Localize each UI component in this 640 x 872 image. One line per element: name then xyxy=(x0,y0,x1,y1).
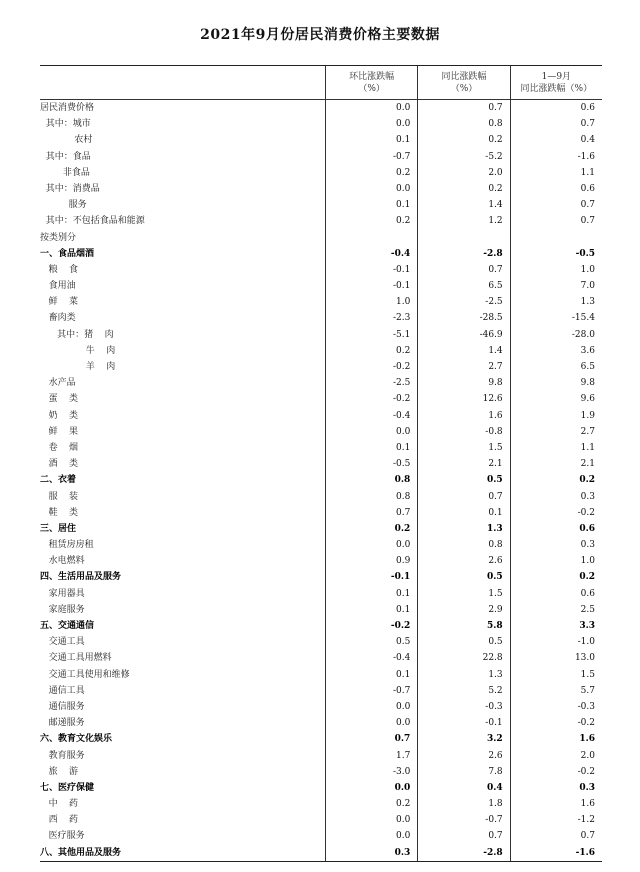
mom-value: -0.1 xyxy=(325,278,417,294)
ytd-value: 0.6 xyxy=(510,100,602,116)
category-row xyxy=(40,472,602,488)
table-row xyxy=(40,683,602,699)
mom-value: 0.7 xyxy=(325,731,417,747)
row-label: 奶 类 xyxy=(40,410,79,421)
cpi-data-table xyxy=(40,65,602,862)
yoy-value: 1.3 xyxy=(417,521,509,537)
row-label: 教育服务 xyxy=(40,750,85,761)
yoy-value: -5.2 xyxy=(417,149,509,165)
mom-value: 0.3 xyxy=(325,845,417,861)
yoy-value: 9.8 xyxy=(417,375,509,391)
row-label: 三、居住 xyxy=(40,523,77,534)
mom-value: -0.1 xyxy=(325,569,417,585)
header-mom-unit: （%） xyxy=(358,83,385,94)
yoy-value: 0.5 xyxy=(417,634,509,650)
row-label: 交通工具用燃料 xyxy=(40,653,112,664)
table-row xyxy=(40,424,602,440)
yoy-value: 22.8 xyxy=(417,650,509,666)
yoy-value: 0.7 xyxy=(417,100,509,116)
row-label: 卷 烟 xyxy=(40,442,79,453)
ytd-value: 3.6 xyxy=(510,343,602,359)
ytd-value: 7.0 xyxy=(510,278,602,294)
mom-value: 0.0 xyxy=(325,537,417,553)
mom-value: 0.0 xyxy=(325,715,417,731)
mom-value: 0.2 xyxy=(325,521,417,537)
mom-value: 0.0 xyxy=(325,100,417,116)
ytd-value: 1.6 xyxy=(510,796,602,812)
mom-value: -0.1 xyxy=(325,262,417,278)
table-row xyxy=(40,310,602,326)
mom-value: 0.0 xyxy=(325,780,417,796)
table-row xyxy=(40,181,602,197)
table-row xyxy=(40,278,602,294)
mom-value: 0.2 xyxy=(325,343,417,359)
row-label: 鲜 果 xyxy=(40,426,79,437)
table-row xyxy=(40,132,602,148)
ytd-value: 1.0 xyxy=(510,262,602,278)
yoy-value: -0.1 xyxy=(417,715,509,731)
mom-value: -5.1 xyxy=(325,327,417,343)
table-row xyxy=(40,100,602,116)
yoy-value: 1.2 xyxy=(417,213,509,229)
row-label: 七、医疗保健 xyxy=(40,782,95,793)
row-label: 其中：食品 xyxy=(40,151,91,162)
table-row xyxy=(40,294,602,310)
table-row xyxy=(40,764,602,780)
yoy-value: 0.7 xyxy=(417,489,509,505)
table-row xyxy=(40,375,602,391)
table-row xyxy=(40,440,602,456)
category-row xyxy=(40,845,602,861)
ytd-value: 3.3 xyxy=(510,618,602,634)
ytd-value: 0.3 xyxy=(510,489,602,505)
table-row xyxy=(40,650,602,666)
table-row xyxy=(40,116,602,132)
yoy-value: 7.8 xyxy=(417,764,509,780)
row-label: 农村 xyxy=(40,135,93,146)
ytd-value: -0.2 xyxy=(510,764,602,780)
table-row xyxy=(40,553,602,569)
yoy-value: 2.7 xyxy=(417,359,509,375)
yoy-value: 1.3 xyxy=(417,667,509,683)
yoy-value: -0.3 xyxy=(417,699,509,715)
mom-value: 0.2 xyxy=(325,796,417,812)
mom-value: 0.0 xyxy=(325,181,417,197)
ytd-value: 0.3 xyxy=(510,780,602,796)
ytd-value: 1.9 xyxy=(510,408,602,424)
ytd-value: 0.6 xyxy=(510,521,602,537)
ytd-value: 1.3 xyxy=(510,294,602,310)
yoy-value: 0.1 xyxy=(417,505,509,521)
mom-value: -2.5 xyxy=(325,375,417,391)
header-yoy-unit: （%） xyxy=(450,83,478,94)
category-row xyxy=(40,618,602,634)
ytd-value: 0.2 xyxy=(510,472,602,488)
ytd-value: -0.3 xyxy=(510,699,602,715)
ytd-value: 9.6 xyxy=(510,391,602,407)
table-row xyxy=(40,812,602,828)
mom-value: -3.0 xyxy=(325,764,417,780)
yoy-value: 0.7 xyxy=(417,262,509,278)
table-row xyxy=(40,149,602,165)
mom-value: -0.4 xyxy=(325,650,417,666)
yoy-value: 6.5 xyxy=(417,278,509,294)
yoy-value: 1.8 xyxy=(417,796,509,812)
yoy-value: -2.8 xyxy=(417,845,509,861)
table-row xyxy=(40,213,602,229)
yoy-value: 1.5 xyxy=(417,440,509,456)
row-label: 酒 类 xyxy=(40,459,79,470)
mom-value: 0.1 xyxy=(325,132,417,148)
row-label: 粮 食 xyxy=(40,264,79,275)
row-label: 鲜 菜 xyxy=(40,297,79,308)
ytd-value: 6.5 xyxy=(510,359,602,375)
ytd-value: -0.5 xyxy=(510,246,602,262)
table-row xyxy=(40,456,602,472)
ytd-value: 2.5 xyxy=(510,602,602,618)
table-row xyxy=(40,537,602,553)
mom-value: 0.9 xyxy=(325,553,417,569)
yoy-value: 1.4 xyxy=(417,343,509,359)
table-row xyxy=(40,197,602,213)
ytd-value: 2.0 xyxy=(510,748,602,764)
header-ytd-unit: 同比涨跌幅（%） xyxy=(520,83,593,94)
category-row xyxy=(40,521,602,537)
mom-value: 0.0 xyxy=(325,116,417,132)
row-label: 水电燃料 xyxy=(40,556,85,567)
table-row xyxy=(40,796,602,812)
row-label: 服务 xyxy=(40,200,87,211)
yoy-value: 5.8 xyxy=(417,618,509,634)
yoy-value: 1.4 xyxy=(417,197,509,213)
yoy-value: 2.1 xyxy=(417,456,509,472)
yoy-value: 2.0 xyxy=(417,165,509,181)
table-row xyxy=(40,230,602,246)
table-row xyxy=(40,634,602,650)
mom-value: -0.4 xyxy=(325,246,417,262)
yoy-value: 1.5 xyxy=(417,586,509,602)
header-label-cell xyxy=(40,66,325,99)
yoy-value: 0.8 xyxy=(417,116,509,132)
ytd-value: 2.1 xyxy=(510,456,602,472)
mom-value: 0.7 xyxy=(325,505,417,521)
table-row xyxy=(40,748,602,764)
mom-value: -0.4 xyxy=(325,408,417,424)
row-label: 西 药 xyxy=(40,815,79,826)
mom-value: 0.1 xyxy=(325,602,417,618)
category-row xyxy=(40,246,602,262)
table-row xyxy=(40,586,602,602)
yoy-value: -0.7 xyxy=(417,812,509,828)
ytd-value: 9.8 xyxy=(510,375,602,391)
row-label: 非食品 xyxy=(40,167,90,178)
header-mom xyxy=(325,66,417,99)
mom-value: 1.7 xyxy=(325,748,417,764)
row-label: 服 装 xyxy=(40,491,79,502)
table-body xyxy=(40,100,602,861)
mom-value: -0.5 xyxy=(325,456,417,472)
row-label: 水产品 xyxy=(40,378,76,389)
row-label: 家用器具 xyxy=(40,588,85,599)
yoy-value: 0.2 xyxy=(417,132,509,148)
ytd-value: 1.0 xyxy=(510,553,602,569)
table-row xyxy=(40,359,602,375)
row-label: 四、生活用品及服务 xyxy=(40,572,122,583)
mom-value: -0.2 xyxy=(325,618,417,634)
ytd-value: 0.3 xyxy=(510,537,602,553)
yoy-value: 2.6 xyxy=(417,748,509,764)
row-label: 八、其他用品及服务 xyxy=(40,847,122,858)
row-label: 六、教育文化娱乐 xyxy=(40,734,113,745)
mom-value: 0.1 xyxy=(325,667,417,683)
ytd-value xyxy=(510,230,602,246)
ytd-value: -1.6 xyxy=(510,845,602,861)
mom-value: 0.0 xyxy=(325,699,417,715)
mom-value: 0.2 xyxy=(325,213,417,229)
page-title: 2021年9月份居民消费价格主要数据 xyxy=(200,27,440,43)
row-label: 五、交通通信 xyxy=(40,621,95,631)
yoy-value: 5.2 xyxy=(417,683,509,699)
yoy-value: 2.6 xyxy=(417,553,509,569)
row-label: 食用油 xyxy=(40,281,76,292)
row-label: 其中：消费品 xyxy=(40,183,100,194)
row-label: 家庭服务 xyxy=(40,604,85,615)
row-label: 牛 肉 xyxy=(40,345,116,356)
ytd-value: -1.0 xyxy=(510,634,602,650)
yoy-value: -2.5 xyxy=(417,294,509,310)
yoy-value xyxy=(417,230,509,246)
row-label: 医疗服务 xyxy=(40,831,85,842)
ytd-value: 13.0 xyxy=(510,650,602,666)
ytd-value: 2.7 xyxy=(510,424,602,440)
ytd-value: -1.2 xyxy=(510,812,602,828)
row-label: 通信服务 xyxy=(40,701,85,712)
ytd-value: 1.5 xyxy=(510,667,602,683)
table-header xyxy=(40,66,602,100)
yoy-value: 0.5 xyxy=(417,569,509,585)
ytd-value: 0.6 xyxy=(510,181,602,197)
category-row xyxy=(40,569,602,585)
table-row xyxy=(40,262,602,278)
mom-value: -2.3 xyxy=(325,310,417,326)
mom-value: 0.2 xyxy=(325,165,417,181)
mom-value: 0.1 xyxy=(325,586,417,602)
row-label: 交通工具使用和维修 xyxy=(40,669,130,680)
ytd-value: -0.2 xyxy=(510,505,602,521)
mom-value: 0.0 xyxy=(325,424,417,440)
yoy-value: 0.7 xyxy=(417,828,509,844)
row-label: 蛋 类 xyxy=(40,394,79,405)
row-label: 邮递服务 xyxy=(40,718,85,729)
category-row xyxy=(40,780,602,796)
ytd-value: 0.7 xyxy=(510,828,602,844)
mom-value xyxy=(325,230,417,246)
mom-value: 0.8 xyxy=(325,489,417,505)
table-row xyxy=(40,343,602,359)
row-label: 租赁房房租 xyxy=(40,540,94,551)
mom-value: 1.0 xyxy=(325,294,417,310)
header-yoy xyxy=(417,66,509,99)
mom-value: 0.1 xyxy=(325,197,417,213)
table-row xyxy=(40,828,602,844)
row-label: 羊 肉 xyxy=(40,362,116,372)
ytd-value: 0.2 xyxy=(510,569,602,585)
ytd-value: 1.1 xyxy=(510,165,602,181)
row-label: 按类别分 xyxy=(40,232,77,243)
mom-value: 0.0 xyxy=(325,812,417,828)
ytd-value: 0.4 xyxy=(510,132,602,148)
row-label: 其中：城市 xyxy=(40,119,91,130)
yoy-value: -46.9 xyxy=(417,327,509,343)
yoy-value: -28.5 xyxy=(417,310,509,326)
mom-value: -0.7 xyxy=(325,683,417,699)
row-label: 畜肉类 xyxy=(40,313,76,324)
row-label: 中 药 xyxy=(40,799,79,810)
mom-value: 0.1 xyxy=(325,440,417,456)
table-row xyxy=(40,715,602,731)
ytd-value: 1.6 xyxy=(510,731,602,747)
yoy-value: 0.8 xyxy=(417,537,509,553)
header-mom-title: 环比涨跌幅 xyxy=(349,71,395,82)
row-label: 其中：猪 肉 xyxy=(40,329,114,340)
row-label: 一、食品烟酒 xyxy=(40,248,95,259)
ytd-value: 0.7 xyxy=(510,197,602,213)
row-label: 二、衣着 xyxy=(40,475,77,486)
table-row xyxy=(40,489,602,505)
ytd-value: 5.7 xyxy=(510,683,602,699)
mom-value: -0.7 xyxy=(325,149,417,165)
yoy-value: 0.5 xyxy=(417,472,509,488)
table-row xyxy=(40,505,602,521)
category-row xyxy=(40,731,602,747)
header-yoy-title: 同比涨跌幅 xyxy=(441,71,487,82)
mom-value: 0.5 xyxy=(325,634,417,650)
ytd-value: -1.6 xyxy=(510,149,602,165)
table-row xyxy=(40,391,602,407)
ytd-value: 0.6 xyxy=(510,586,602,602)
table-row xyxy=(40,165,602,181)
yoy-value: 12.6 xyxy=(417,391,509,407)
row-label: 通信工具 xyxy=(40,685,85,696)
ytd-value: 1.1 xyxy=(510,440,602,456)
table-row xyxy=(40,327,602,343)
yoy-value: 1.6 xyxy=(417,408,509,424)
row-label: 交通工具 xyxy=(40,637,85,648)
mom-value: 0.0 xyxy=(325,828,417,844)
mom-value: -0.2 xyxy=(325,391,417,407)
yoy-value: -0.8 xyxy=(417,424,509,440)
row-label: 其中：不包括食品和能源 xyxy=(40,216,145,227)
table-row xyxy=(40,667,602,683)
header-ytd-title: 1—9月 xyxy=(541,71,572,82)
mom-value: -0.2 xyxy=(325,359,417,375)
header-ytd xyxy=(510,66,602,99)
ytd-value: 0.7 xyxy=(510,213,602,229)
row-label: 旅 游 xyxy=(40,766,79,777)
table-row xyxy=(40,408,602,424)
table-row xyxy=(40,699,602,715)
mom-value: 0.8 xyxy=(325,472,417,488)
table-row xyxy=(40,602,602,618)
yoy-value: 3.2 xyxy=(417,731,509,747)
yoy-value: 0.2 xyxy=(417,181,509,197)
yoy-value: -2.8 xyxy=(417,246,509,262)
yoy-value: 0.4 xyxy=(417,780,509,796)
yoy-value: 2.9 xyxy=(417,602,509,618)
ytd-value: 0.7 xyxy=(510,116,602,132)
ytd-value: -15.4 xyxy=(510,310,602,326)
row-label: 居民消费价格 xyxy=(40,103,95,113)
ytd-value: -0.2 xyxy=(510,715,602,731)
row-label: 鞋 类 xyxy=(40,507,79,518)
ytd-value: -28.0 xyxy=(510,327,602,343)
